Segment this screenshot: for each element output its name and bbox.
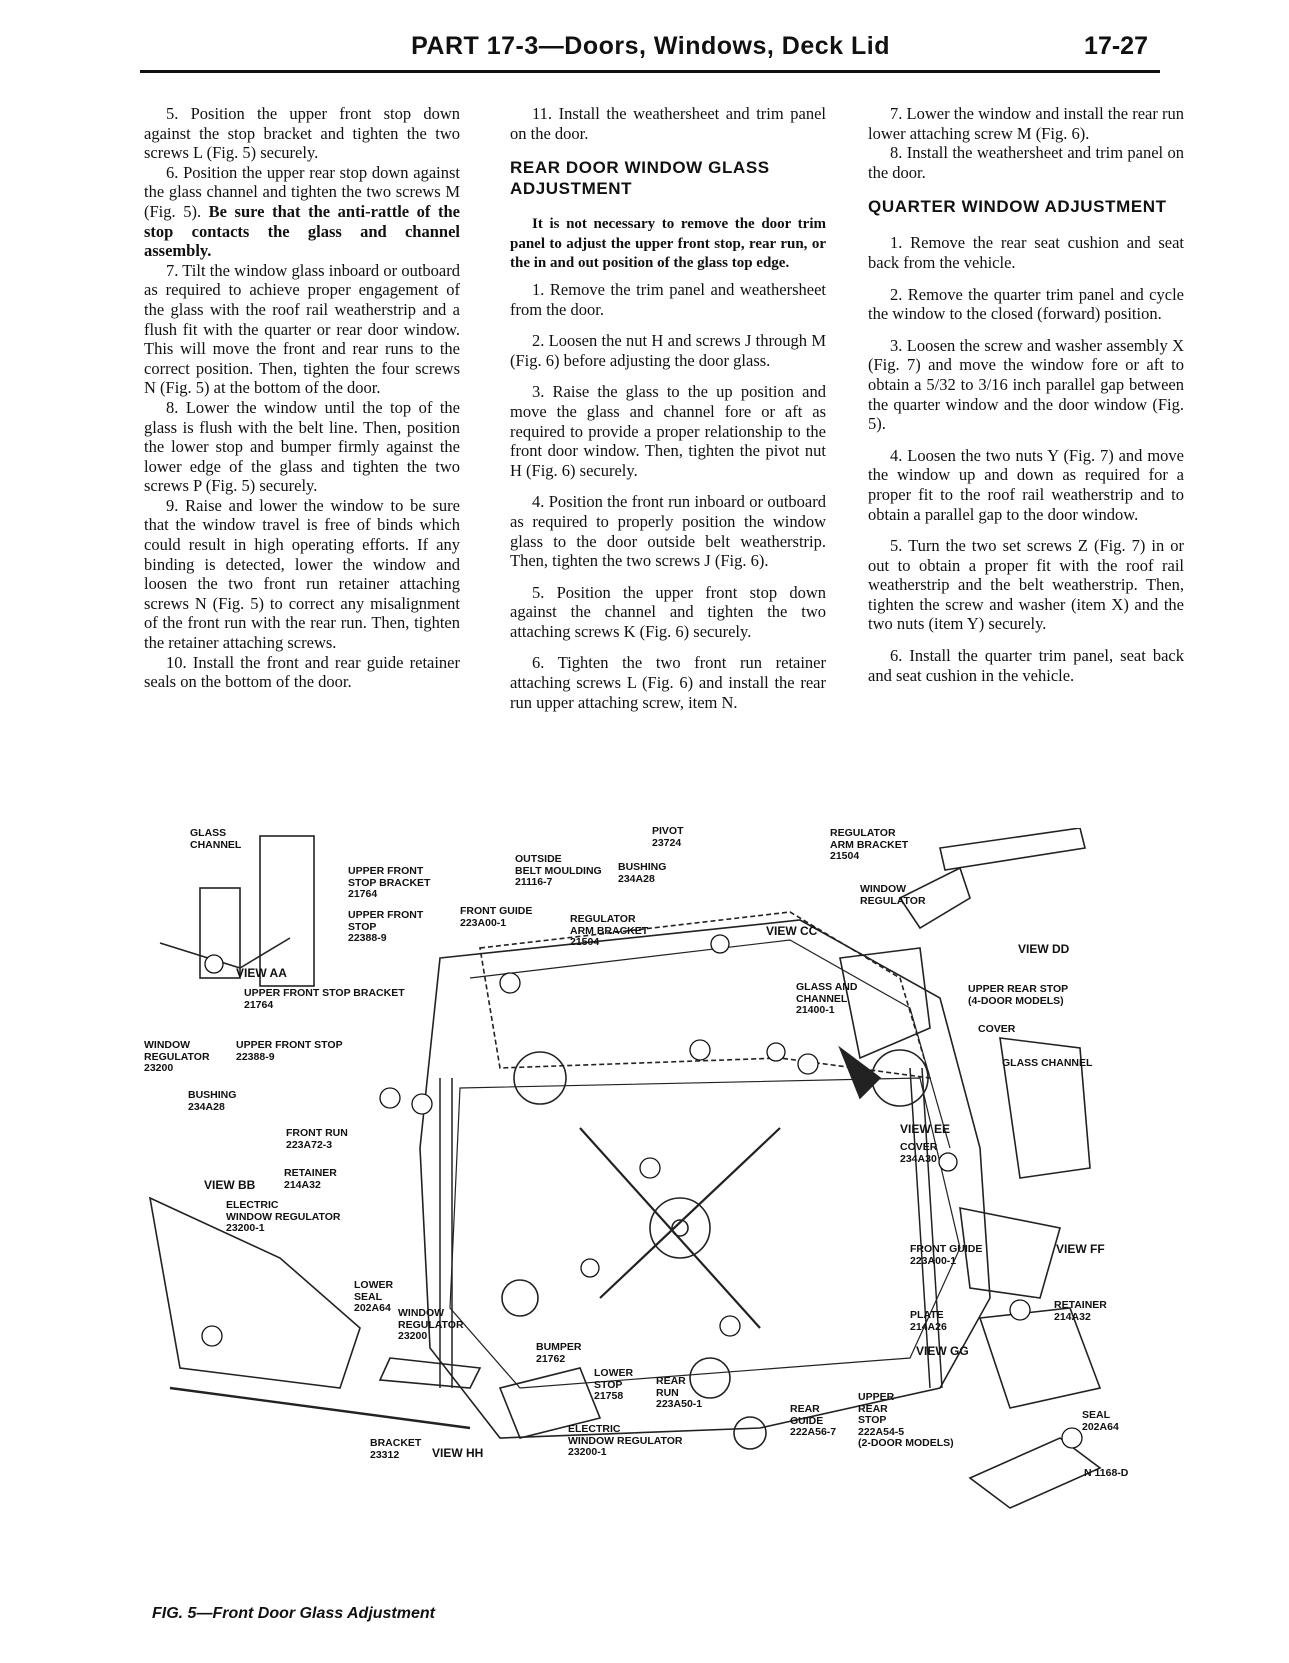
label-front-guide-top: FRONT GUIDE 223A00-1 bbox=[460, 905, 533, 929]
label-front-run: FRONT RUN 223A72-3 bbox=[286, 1127, 348, 1151]
figure-door-glass-adjustment bbox=[140, 825, 1160, 1592]
paragraph: 5. Position the upper front stop down against the stop bracket and tighten the two screws L (Fig. 5) securely. bbox=[144, 104, 460, 163]
label-upper-rear-stop-2door: UPPER REAR STOP 222A54-5 (2-DOOR MODELS) bbox=[858, 1391, 954, 1449]
label-electric-regulator-left: ELECTRIC WINDOW REGULATOR 23200-1 bbox=[226, 1199, 341, 1234]
label-pivot: PIVOT 23724 bbox=[652, 825, 684, 849]
label-lower-seal: LOWER SEAL 202A64 bbox=[354, 1279, 394, 1314]
label-view-aa: VIEW AA bbox=[236, 966, 287, 980]
label-view-cc: VIEW CC bbox=[766, 924, 818, 938]
paragraph: 1. Remove the rear seat cushion and seat back from the vehicle. bbox=[868, 233, 1184, 272]
label-glass-and-channel: GLASS AND CHANNEL 21400-1 bbox=[796, 981, 858, 1016]
paragraph: 3. Loosen the screw and washer assembly X (Fig. 7) and move the window fore or aft to obtain a 5/32 to 3/16 inch parallel gap between the quarter window and the door window (Fig. 5). bbox=[868, 335, 1184, 434]
page-header bbox=[140, 30, 1160, 78]
text-column-left bbox=[144, 104, 460, 692]
section-heading: REAR DOOR WINDOW GLASS ADJUSTMENT bbox=[510, 158, 770, 199]
label-upper-rear-stop-4door: UPPER REAR STOP (4-DOOR MODELS) bbox=[968, 983, 1069, 1007]
paragraph: 3. Raise the glass to the up position and move the glass and channel fore or aft as required to provide a proper relationship to the front door window. Then, tighten the pivot nut H (Fig. 6) securely. bbox=[510, 382, 826, 480]
label-cover-2: COVER 234A30 bbox=[900, 1141, 938, 1165]
paragraph: 7. Lower the window and install the rear run lower attaching screw M (Fig. 6). bbox=[868, 104, 1184, 143]
label-rear-run: REAR RUN 223A50-1 bbox=[656, 1375, 703, 1410]
label-window-regulator-left: WINDOW REGULATOR 23200 bbox=[144, 1039, 210, 1074]
label-glass-channel-2: GLASS CHANNEL bbox=[1002, 1057, 1093, 1069]
paragraph: 5. Turn the two set screws Z (Fig. 7) in or out to obtain a proper fit with the roof rail weatherstrip and the belt weatherstrip. Then, tighten the screw and washer (item X) and the two nuts (item Y) securely. bbox=[868, 536, 1184, 634]
label-view-ff: VIEW FF bbox=[1056, 1242, 1105, 1256]
label-view-ee: VIEW EE bbox=[900, 1122, 951, 1136]
paragraph: 8. Lower the window until the top of the glass is flush with the belt line. Then, position the lower stop and bumper firmly against the lower edge of the glass and tighten the two screws P (Fig. 5) securely. bbox=[144, 397, 460, 496]
label-bracket: BRACKET 23312 bbox=[370, 1437, 422, 1461]
label-bushing-left: BUSHING 234A28 bbox=[188, 1089, 237, 1113]
label-front-guide-right: FRONT GUIDE 223A00-1 bbox=[910, 1243, 983, 1267]
label-retainer-left: RETAINER 214A32 bbox=[284, 1167, 337, 1191]
label-view-gg: VIEW GG bbox=[916, 1344, 969, 1358]
header-rule bbox=[140, 70, 1160, 73]
label-upper-front-stop: UPPER FRONT STOP 22388-9 bbox=[348, 909, 424, 944]
label-electric-regulator-bottom: ELECTRIC WINDOW REGULATOR 23200-1 bbox=[568, 1423, 683, 1458]
paragraph-emphasis: Be sure that the anti-rattle of the stop contacts the glass and channel assembly. bbox=[144, 201, 460, 261]
paragraph: 6. Tighten the two front run retainer attaching screws L (Fig. 6) and install the rear run upper attaching screw, item N. bbox=[510, 653, 826, 712]
label-bushing-top: BUSHING 234A28 bbox=[618, 861, 667, 885]
paragraph: 4. Position the front run inboard or outboard as required to properly position the window glass to the door outside belt weatherstrip. Then, tighten the two screws J (Fig. 6). bbox=[510, 492, 826, 571]
label-upper-front-stop-2: UPPER FRONT STOP 22388-9 bbox=[236, 1039, 343, 1063]
paragraph: 9. Raise and lower the window to be sure that the window travel is free of binds which could result in high operating efforts. If any binding is detected, lower the window and loosen the two front run retainer attaching screws N (Fig. 5) to correct any misalignment of the front run with the rear run. Then, tighten the retainer attaching screws. bbox=[144, 495, 460, 653]
page-title: PART 17-3—Doors, Windows, Deck Lid bbox=[411, 32, 890, 60]
label-glass-channel: GLASS CHANNEL bbox=[190, 827, 242, 851]
label-window-regulator-top: WINDOW REGULATOR bbox=[860, 883, 926, 907]
paragraph: 1. Remove the trim panel and weathersheet from the door. bbox=[510, 279, 826, 319]
label-view-bb: VIEW BB bbox=[204, 1178, 256, 1192]
paragraph: 11. Install the weathersheet and trim panel on the door. bbox=[510, 104, 826, 143]
label-figure-code: N 1168-D bbox=[1084, 1467, 1129, 1479]
note-paragraph: It is not necessary to remove the door trim panel to adjust the upper front stop, rear run, or the in and out position of the glass top edge. bbox=[510, 216, 826, 272]
label-seal-right: SEAL 202A64 bbox=[1082, 1409, 1119, 1433]
label-outside-belt-moulding: OUTSIDE BELT MOULDING 21116-7 bbox=[515, 853, 602, 888]
section-heading: QUARTER WINDOW ADJUSTMENT bbox=[868, 197, 1167, 217]
paragraph: 4. Loosen the two nuts Y (Fig. 7) and move the window up and down as required for a proper fit to the roof rail weatherstrip and to obtain a parallel gap to the door window. bbox=[868, 445, 1184, 524]
label-view-hh: VIEW HH bbox=[432, 1446, 484, 1460]
label-regulator-arm-bracket-top: REGULATOR ARM BRACKET 21504 bbox=[830, 827, 909, 862]
label-upper-front-stop-bracket-2: UPPER FRONT STOP BRACKET 21764 bbox=[244, 987, 405, 1011]
label-plate: PLATE 214A26 bbox=[910, 1309, 947, 1333]
paragraph: 2. Loosen the nut H and screws J through M (Fig. 6) before adjusting the door glass. bbox=[510, 331, 826, 370]
paragraph: 6. Install the quarter trim panel, seat back and seat cushion in the vehicle. bbox=[868, 646, 1184, 685]
page-number: 17-27 bbox=[1084, 32, 1148, 60]
paragraph: 10. Install the front and rear guide retainer seals on the bottom of the door. bbox=[144, 652, 460, 692]
label-regulator-arm-bracket-mid: REGULATOR ARM BRACKET 21504 bbox=[570, 913, 649, 948]
paragraph: 8. Install the weathersheet and trim panel on the door. bbox=[868, 143, 1184, 182]
label-bumper: BUMPER 21762 bbox=[536, 1341, 582, 1365]
paragraph-text: 6. Position the upper rear stop down against the glass channel and tighten the two screws M (Fig. 5). bbox=[144, 162, 460, 221]
label-retainer-right: RETAINER 214A32 bbox=[1054, 1299, 1107, 1323]
paragraph: 2. Remove the quarter trim panel and cycle the window to the closed (forward) position. bbox=[868, 284, 1184, 324]
label-window-regulator-bottom: WINDOW REGULATOR 23200 bbox=[398, 1307, 464, 1342]
paragraph: 5. Position the upper front stop down against the channel and tighten the two attaching screws K (Fig. 6) securely. bbox=[510, 582, 826, 641]
text-column-middle bbox=[510, 104, 826, 712]
label-cover-1: COVER bbox=[978, 1023, 1016, 1035]
text-column-right bbox=[868, 104, 1184, 685]
paragraph bbox=[144, 163, 460, 261]
label-rear-guide: REAR GUIDE 222A56-7 bbox=[790, 1403, 837, 1438]
label-view-dd: VIEW DD bbox=[1018, 942, 1070, 956]
label-lower-stop: LOWER STOP 21758 bbox=[594, 1367, 634, 1402]
figure-caption: FIG. 5—Front Door Glass Adjustment bbox=[152, 1605, 435, 1622]
paragraph: 7. Tilt the window glass inboard or outboard as required to achieve proper engagement of the glass with the roof rail weatherstrip and a flush fit with the quarter or rear door window. This will move the front and rear runs to the correct position. Then, tighten the four screws N (Fig. 5) at the bottom of the door. bbox=[144, 260, 460, 398]
label-upper-front-stop-bracket: UPPER FRONT STOP BRACKET 21764 bbox=[348, 865, 431, 900]
